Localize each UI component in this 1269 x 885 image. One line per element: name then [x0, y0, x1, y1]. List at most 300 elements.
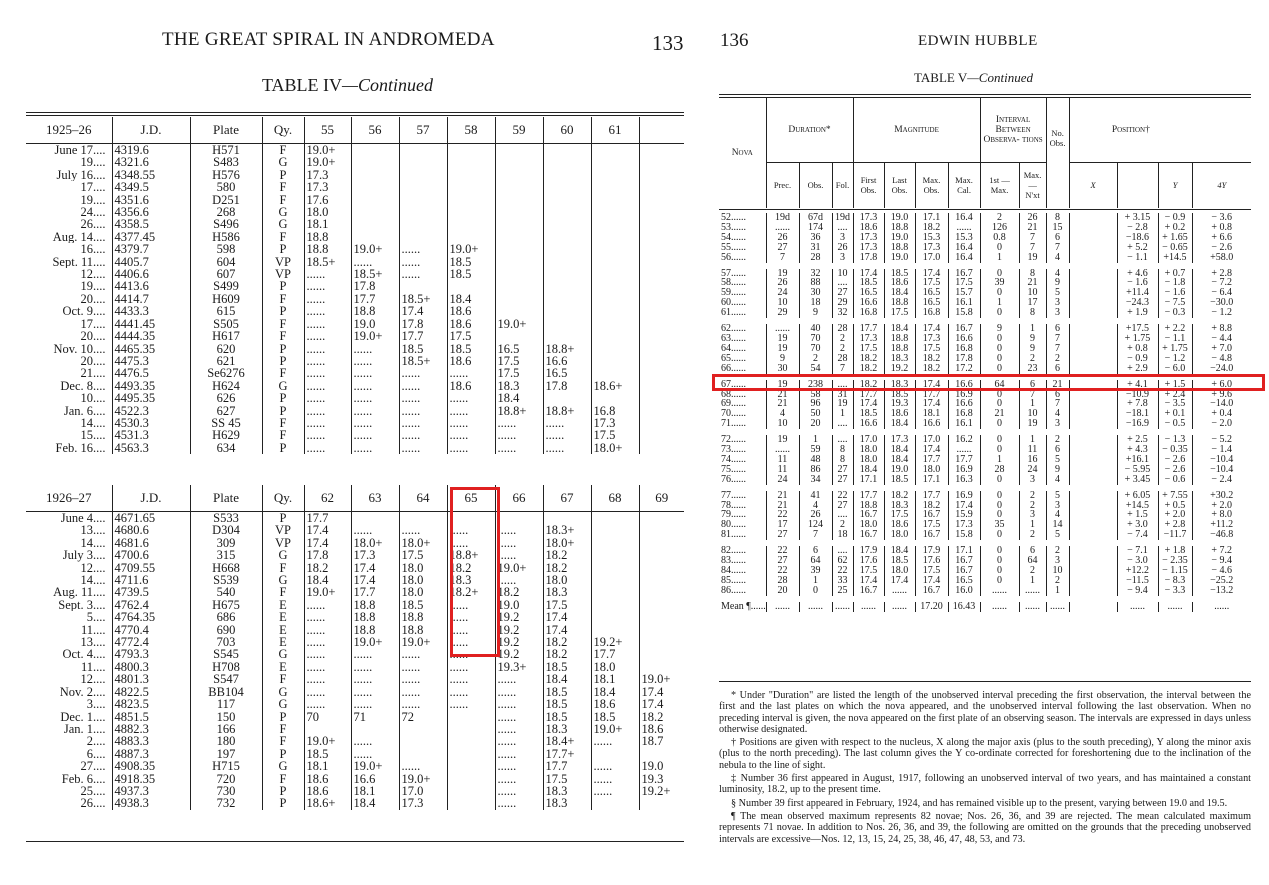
table-cell: F [262, 293, 304, 305]
cell-spacer [1069, 530, 1117, 543]
table-cell: + 2.5 [1117, 432, 1158, 445]
table-cell: ...... [399, 268, 447, 280]
table-cell: − 0.3 [1158, 308, 1192, 321]
table-row [26, 417, 684, 429]
table-cell: 18.4 [543, 673, 591, 685]
table-cell [495, 293, 543, 305]
table-cell: 17.5 [915, 520, 948, 530]
column-header: 67 [543, 485, 591, 512]
table-cell: 10 [832, 266, 853, 279]
nova-cell: 58...... [721, 278, 746, 289]
table-cell: 0 [980, 530, 1019, 543]
table-cell [399, 218, 447, 230]
table-cell [591, 748, 639, 760]
table-row [26, 156, 684, 168]
table-cell: 18.5 [543, 698, 591, 710]
nova-cell: 67...... [721, 378, 746, 390]
table-cell: 117 [190, 698, 262, 710]
table-cell: 17.7 [948, 455, 980, 465]
table-cell: 1 [1019, 520, 1046, 530]
table-cell [447, 194, 495, 206]
table-row [26, 218, 684, 230]
table-cell: H617 [190, 330, 262, 342]
table-cell: 18.2 [853, 377, 884, 390]
table-cell: 18.2 [884, 488, 915, 501]
table-cell: 17 [766, 520, 799, 530]
table-cell: + 7.55 [1158, 488, 1192, 501]
column-header: Plate [190, 117, 262, 144]
table-cell [639, 797, 684, 809]
table-row [26, 268, 684, 280]
table-cell: ...... [351, 380, 399, 392]
table-cell: P [262, 169, 304, 181]
table-cell: 0.8 [980, 233, 1019, 243]
table-cell: 27 [832, 501, 853, 511]
table-cell: 580 [190, 181, 262, 193]
table-row [26, 773, 684, 785]
table-cell: 16.1 [948, 419, 980, 432]
table-cell: F [262, 723, 304, 735]
table-cell: 6 [1046, 390, 1069, 400]
table-cell: 17.7 [915, 488, 948, 501]
table-cell: 17.2 [948, 364, 980, 377]
table-cell: 17.4 [915, 321, 948, 334]
header-magnitude: Magnitude [853, 98, 980, 162]
column-header: J.D. [112, 117, 190, 144]
table-cell: 18.5 [853, 409, 884, 419]
table-cell [639, 512, 684, 525]
table-cell: F [262, 318, 304, 330]
table-cell: 17.7 [304, 512, 351, 525]
table-cell: 18.6 [591, 698, 639, 710]
table-cell: 4377.45 [112, 231, 190, 243]
table-cell: 18.8 [399, 611, 447, 623]
table-cell: 4764.35 [112, 611, 190, 623]
table-cell: 17.4 [915, 377, 948, 390]
table-cell: 16.5 [948, 576, 980, 586]
table-cell: ...... [399, 405, 447, 417]
table-cell [399, 748, 447, 760]
cell-spacer [1069, 475, 1117, 488]
table-cell: +12.2 [1117, 566, 1158, 576]
table-cell: 18.4 [884, 543, 915, 556]
table-cell: 18.3 [447, 574, 495, 586]
table-cell [447, 206, 495, 218]
table-cell: 18.5 [884, 266, 915, 279]
table-cell [543, 169, 591, 181]
table-cell: −13.2 [1192, 586, 1251, 599]
table-cell: ...... [799, 599, 832, 612]
table-cell: + 2.2 [1158, 321, 1192, 334]
footnote: † Positions are given with respect to the nucleus, X along the major axis (plus to the south preceding), Y along the minor axis (plus to the north preceding). The last column gives the Y co-ordinate corrected for foreshortening due to the inclination of the nebula to the line of sight. [719, 737, 1251, 771]
table-cell [351, 156, 399, 168]
date-cell: 20.... [80, 354, 106, 368]
table-cell [639, 636, 684, 648]
table-cell: ...... [351, 661, 399, 673]
table-cell [399, 156, 447, 168]
table-cell: 17.5 [543, 773, 591, 785]
table-cell [639, 574, 684, 586]
table-cell: 17.9 [915, 543, 948, 556]
table-cell: 28 [799, 253, 832, 266]
table-cell: +11.2 [1192, 520, 1251, 530]
table-row [26, 243, 684, 255]
table-cell: ...... [1117, 599, 1158, 612]
table-cell: 4475.3 [112, 355, 190, 367]
table-cell: 18.4+ [543, 735, 591, 747]
table-cell: 4918.35 [112, 773, 190, 785]
table-row [719, 465, 1251, 475]
table-cell: + 0.7 [1158, 266, 1192, 279]
table-cell: 17.3 [304, 181, 351, 193]
table-cell: + 1.8 [1158, 543, 1192, 556]
table-cell: + 1.65 [1158, 233, 1192, 243]
table-cell [639, 280, 684, 292]
nova-cell: 85...... [721, 575, 746, 586]
table-cell: − 9.4 [1117, 586, 1158, 599]
table-cell: 19.2 [495, 611, 543, 623]
table-cell: 10 [766, 298, 799, 308]
table-cell: 17.4 [639, 686, 684, 698]
table-cell: 23 [1019, 364, 1046, 377]
table-cell: 4800.3 [112, 661, 190, 673]
table-cell: − 7.5 [1158, 298, 1192, 308]
table-cell: H675 [190, 599, 262, 611]
table-cell: 4908.35 [112, 760, 190, 772]
table-cell: 70 [799, 344, 832, 354]
table-cell: ...... [351, 648, 399, 660]
table-cell: 18.2 [915, 501, 948, 511]
table-cell: ...... [766, 223, 799, 233]
table-cell: 1 [1019, 576, 1046, 586]
table-cell: 4530.3 [112, 417, 190, 429]
nova-cell: 78...... [721, 500, 746, 511]
table-cell: ...... [351, 343, 399, 355]
table-cell: −10.4 [1192, 465, 1251, 475]
table-cell [543, 206, 591, 218]
table-cell: 15.8 [948, 530, 980, 543]
table-cell: 59 [799, 445, 832, 455]
table-cell: 18.8 [884, 243, 915, 253]
table-cell: + 1.9 [1117, 308, 1158, 321]
table-row [26, 549, 684, 561]
table-cell [639, 305, 684, 317]
table-cell: 17.4 [853, 399, 884, 409]
cell-spacer [1069, 409, 1117, 419]
table-cell [495, 144, 543, 157]
table-cell: ...... [543, 417, 591, 429]
date-cell: 26.... [80, 218, 106, 231]
table-cell: ...... [447, 673, 495, 685]
table-row [719, 501, 1251, 511]
table-cell: 4883.3 [112, 735, 190, 747]
table-cell [447, 773, 495, 785]
table-cell: 4379.7 [112, 243, 190, 255]
table-cell: 10 [1019, 288, 1046, 298]
table-cell: 10 [1046, 566, 1069, 576]
table-cell: ...... [447, 429, 495, 441]
header-position: Position† [1069, 98, 1192, 162]
table-cell: 21 [766, 488, 799, 501]
table-cell: − 0.9 [1158, 213, 1192, 223]
table-cell: 268 [190, 206, 262, 218]
nova-cell: 86...... [721, 585, 746, 596]
table-cell: −16.9 [1117, 419, 1158, 432]
table-cell: 4 [1046, 253, 1069, 266]
table-cell: 19.0 [884, 465, 915, 475]
table-cell: 4937.3 [112, 785, 190, 797]
table-cell: 16.9 [948, 390, 980, 400]
table-cell: ...... [304, 343, 351, 355]
table-row [26, 661, 684, 673]
table-cell: 18.0 [853, 520, 884, 530]
table-cell [639, 218, 684, 230]
table-cell: 6 [799, 543, 832, 556]
table-cell: 25 [832, 586, 853, 599]
table-cell: 18.8+ [447, 549, 495, 561]
table-cell: 4 [1046, 475, 1069, 488]
table-cell: ...... [495, 698, 543, 710]
table-cell: 18.2 [915, 223, 948, 233]
table-cell: ...... [495, 735, 543, 747]
table-cell [591, 392, 639, 404]
table-cell: P [262, 748, 304, 760]
cell-spacer [1069, 243, 1117, 253]
table-cell: − 1.8 [1158, 278, 1192, 288]
cell-spacer [1069, 266, 1117, 279]
table-cell: 7 [766, 253, 799, 266]
table-cell: ...... [495, 797, 543, 809]
table-cell: 124 [799, 520, 832, 530]
table-cell: G [262, 648, 304, 660]
table-cell: + 0.2 [1158, 223, 1192, 233]
cell-spacer [1069, 543, 1117, 556]
table-cell: 17.7 [915, 390, 948, 400]
table-cell: 2 [1046, 432, 1069, 445]
table-cell [591, 305, 639, 317]
table-cell: 16.4 [948, 213, 980, 223]
table-cell: ...... [495, 442, 543, 454]
cell-spacer [1069, 488, 1117, 501]
date-cell: 19.... [80, 156, 106, 169]
cell-spacer [1069, 501, 1117, 511]
table-cell: 18.2 [915, 354, 948, 364]
table-cell [543, 231, 591, 243]
table-row [719, 298, 1251, 308]
table-cell: 17.4 [915, 266, 948, 279]
table-cell: ...... [304, 429, 351, 441]
table-cell: F [262, 673, 304, 685]
table-cell [639, 562, 684, 574]
table-cell: − 1.2 [1192, 308, 1251, 321]
table-cell: 627 [190, 405, 262, 417]
table-cell: ...... [351, 355, 399, 367]
table-cell: +30.2 [1192, 488, 1251, 501]
table-row [719, 223, 1251, 233]
table-cell: 18.4 [304, 574, 351, 586]
date-cell: 14.... [80, 574, 106, 587]
table-cell: 19.2+ [591, 636, 639, 648]
table-cell: 16.6 [853, 298, 884, 308]
table-row [26, 686, 684, 698]
date-cell: 17.... [80, 317, 106, 331]
table-cell: − 4.4 [1192, 334, 1251, 344]
table-cell: 17.5 [495, 355, 543, 367]
table-cell: 18.6 [639, 723, 684, 735]
table-cell: 18 [799, 298, 832, 308]
table-cell: 4762.4 [112, 599, 190, 611]
column-header: Plate [190, 485, 262, 512]
table-cell: ...... [1192, 599, 1251, 612]
table-cell [447, 711, 495, 723]
table-cell [543, 194, 591, 206]
table-cell: 9 [1019, 344, 1046, 354]
table-cell: 18.5+ [399, 293, 447, 305]
date-cell: Aug. 14.... [52, 230, 106, 244]
table-cell: − 1.15 [1158, 566, 1192, 576]
subheader: 4Y [1192, 162, 1251, 208]
table-cell [591, 181, 639, 193]
table-cell: + 2.4 [1158, 390, 1192, 400]
table-cell: 16.7 [853, 530, 884, 543]
table-cell: 18.6 [884, 409, 915, 419]
table-cell: ...... [591, 760, 639, 772]
table-cell: ...... [495, 760, 543, 772]
table-cell [351, 231, 399, 243]
table-cell: 0 [980, 364, 1019, 377]
table-cell: F [262, 417, 304, 429]
table-cell [495, 256, 543, 268]
table-row [719, 344, 1251, 354]
table-cell: 5 [1046, 530, 1069, 543]
table-cell: 8 [1019, 308, 1046, 321]
nova-cell: 62...... [721, 323, 746, 334]
table-row [26, 562, 684, 574]
table-cell [639, 392, 684, 404]
table-row [719, 566, 1251, 576]
table-cell: ...... [591, 735, 639, 747]
nova-cell: Mean ¶...... [721, 600, 766, 612]
table-cell: 18.1 [915, 409, 948, 419]
table-cell: 607 [190, 268, 262, 280]
table-cell [351, 169, 399, 181]
date-cell: 12.... [80, 268, 106, 281]
table-cell: 18.5 [399, 599, 447, 611]
table-cell: − 1.1 [1117, 253, 1158, 266]
column-header: 61 [591, 117, 639, 144]
table-cell [639, 206, 684, 218]
table-cell: 1 [832, 409, 853, 419]
table-cell: 17.0 [399, 785, 447, 797]
table-cell: 2 [799, 354, 832, 364]
table-cell: 17.5 [915, 566, 948, 576]
table-cell: 4358.5 [112, 218, 190, 230]
table-row [26, 673, 684, 685]
table-cell: 4770.4 [112, 624, 190, 636]
table-cell: 6 [1019, 377, 1046, 390]
table-cell: 6 [1046, 364, 1069, 377]
table-cell: 17.9 [853, 543, 884, 556]
table-cell [495, 156, 543, 168]
table-cell [639, 169, 684, 181]
table-cell: 0 [980, 475, 1019, 488]
table-cell: 18.5 [853, 278, 884, 288]
table-cell: 16.0 [948, 586, 980, 599]
table-cell: 4414.7 [112, 293, 190, 305]
table-cell: H609 [190, 293, 262, 305]
table-cell: F [262, 367, 304, 379]
table-cell: 17.3 [884, 432, 915, 445]
cell-spacer [1069, 465, 1117, 475]
table-cell: ...... [591, 785, 639, 797]
table-cell: ...... [495, 773, 543, 785]
column-header: 63 [351, 485, 399, 512]
table-cell: 15.9 [948, 510, 980, 520]
column-header-empty [639, 117, 684, 144]
table-row [719, 419, 1251, 432]
cell-spacer [1069, 586, 1117, 599]
table-cell: 21 [766, 501, 799, 511]
table-row [26, 599, 684, 611]
table-cell: 19 [766, 432, 799, 445]
table-cell: 16.8 [853, 308, 884, 321]
table-cell: 17.7 [853, 321, 884, 334]
column-header: 60 [543, 117, 591, 144]
table-cell: 17.4 [915, 576, 948, 586]
table-cell: 16.6 [948, 334, 980, 344]
table-cell: +14.5 [1158, 253, 1192, 266]
table-cell: 64 [799, 556, 832, 566]
cell-spacer [1069, 253, 1117, 266]
table-cell: 18.2 [495, 586, 543, 598]
table-cell: 4441.45 [112, 318, 190, 330]
table-cell: 4 [766, 409, 799, 419]
date-cell: 16.... [80, 243, 106, 256]
table-cell: ...... [304, 442, 351, 454]
column-header: 69 [639, 485, 684, 512]
table-cell: 309 [190, 537, 262, 549]
table-cell: 17.7 [399, 330, 447, 342]
table-cell: 4700.6 [112, 549, 190, 561]
table-cell: ...... [1046, 599, 1069, 612]
table-cell: 16.9 [948, 465, 980, 475]
table-cell: 19.0+ [304, 144, 351, 157]
table-cell: +58.0 [1192, 253, 1251, 266]
table-cell [639, 599, 684, 611]
table-cell: 17.5 [447, 330, 495, 342]
table-cell: 26 [799, 510, 832, 520]
table-cell: 18.0+ [591, 442, 639, 454]
column-header: 57 [399, 117, 447, 144]
table-row [26, 181, 684, 193]
table-cell [543, 256, 591, 268]
table-row [26, 231, 684, 243]
date-cell: June 17.... [54, 143, 106, 157]
table-cell: ...... [447, 392, 495, 404]
table-cell: ...... [304, 698, 351, 710]
date-cell: Dec. 8.... [60, 379, 106, 393]
table-row [719, 520, 1251, 530]
table-v-header [719, 98, 1251, 208]
table-cell: 15.7 [948, 288, 980, 298]
date-cell: 3.... [86, 698, 106, 711]
table-cell: 24 [766, 475, 799, 488]
table-cell: 0 [980, 390, 1019, 400]
table-cell: ...... [351, 256, 399, 268]
table-cell: 18.5 [447, 343, 495, 355]
cell-spacer [1069, 321, 1117, 334]
table-cell: + 1.5 [1158, 377, 1192, 390]
